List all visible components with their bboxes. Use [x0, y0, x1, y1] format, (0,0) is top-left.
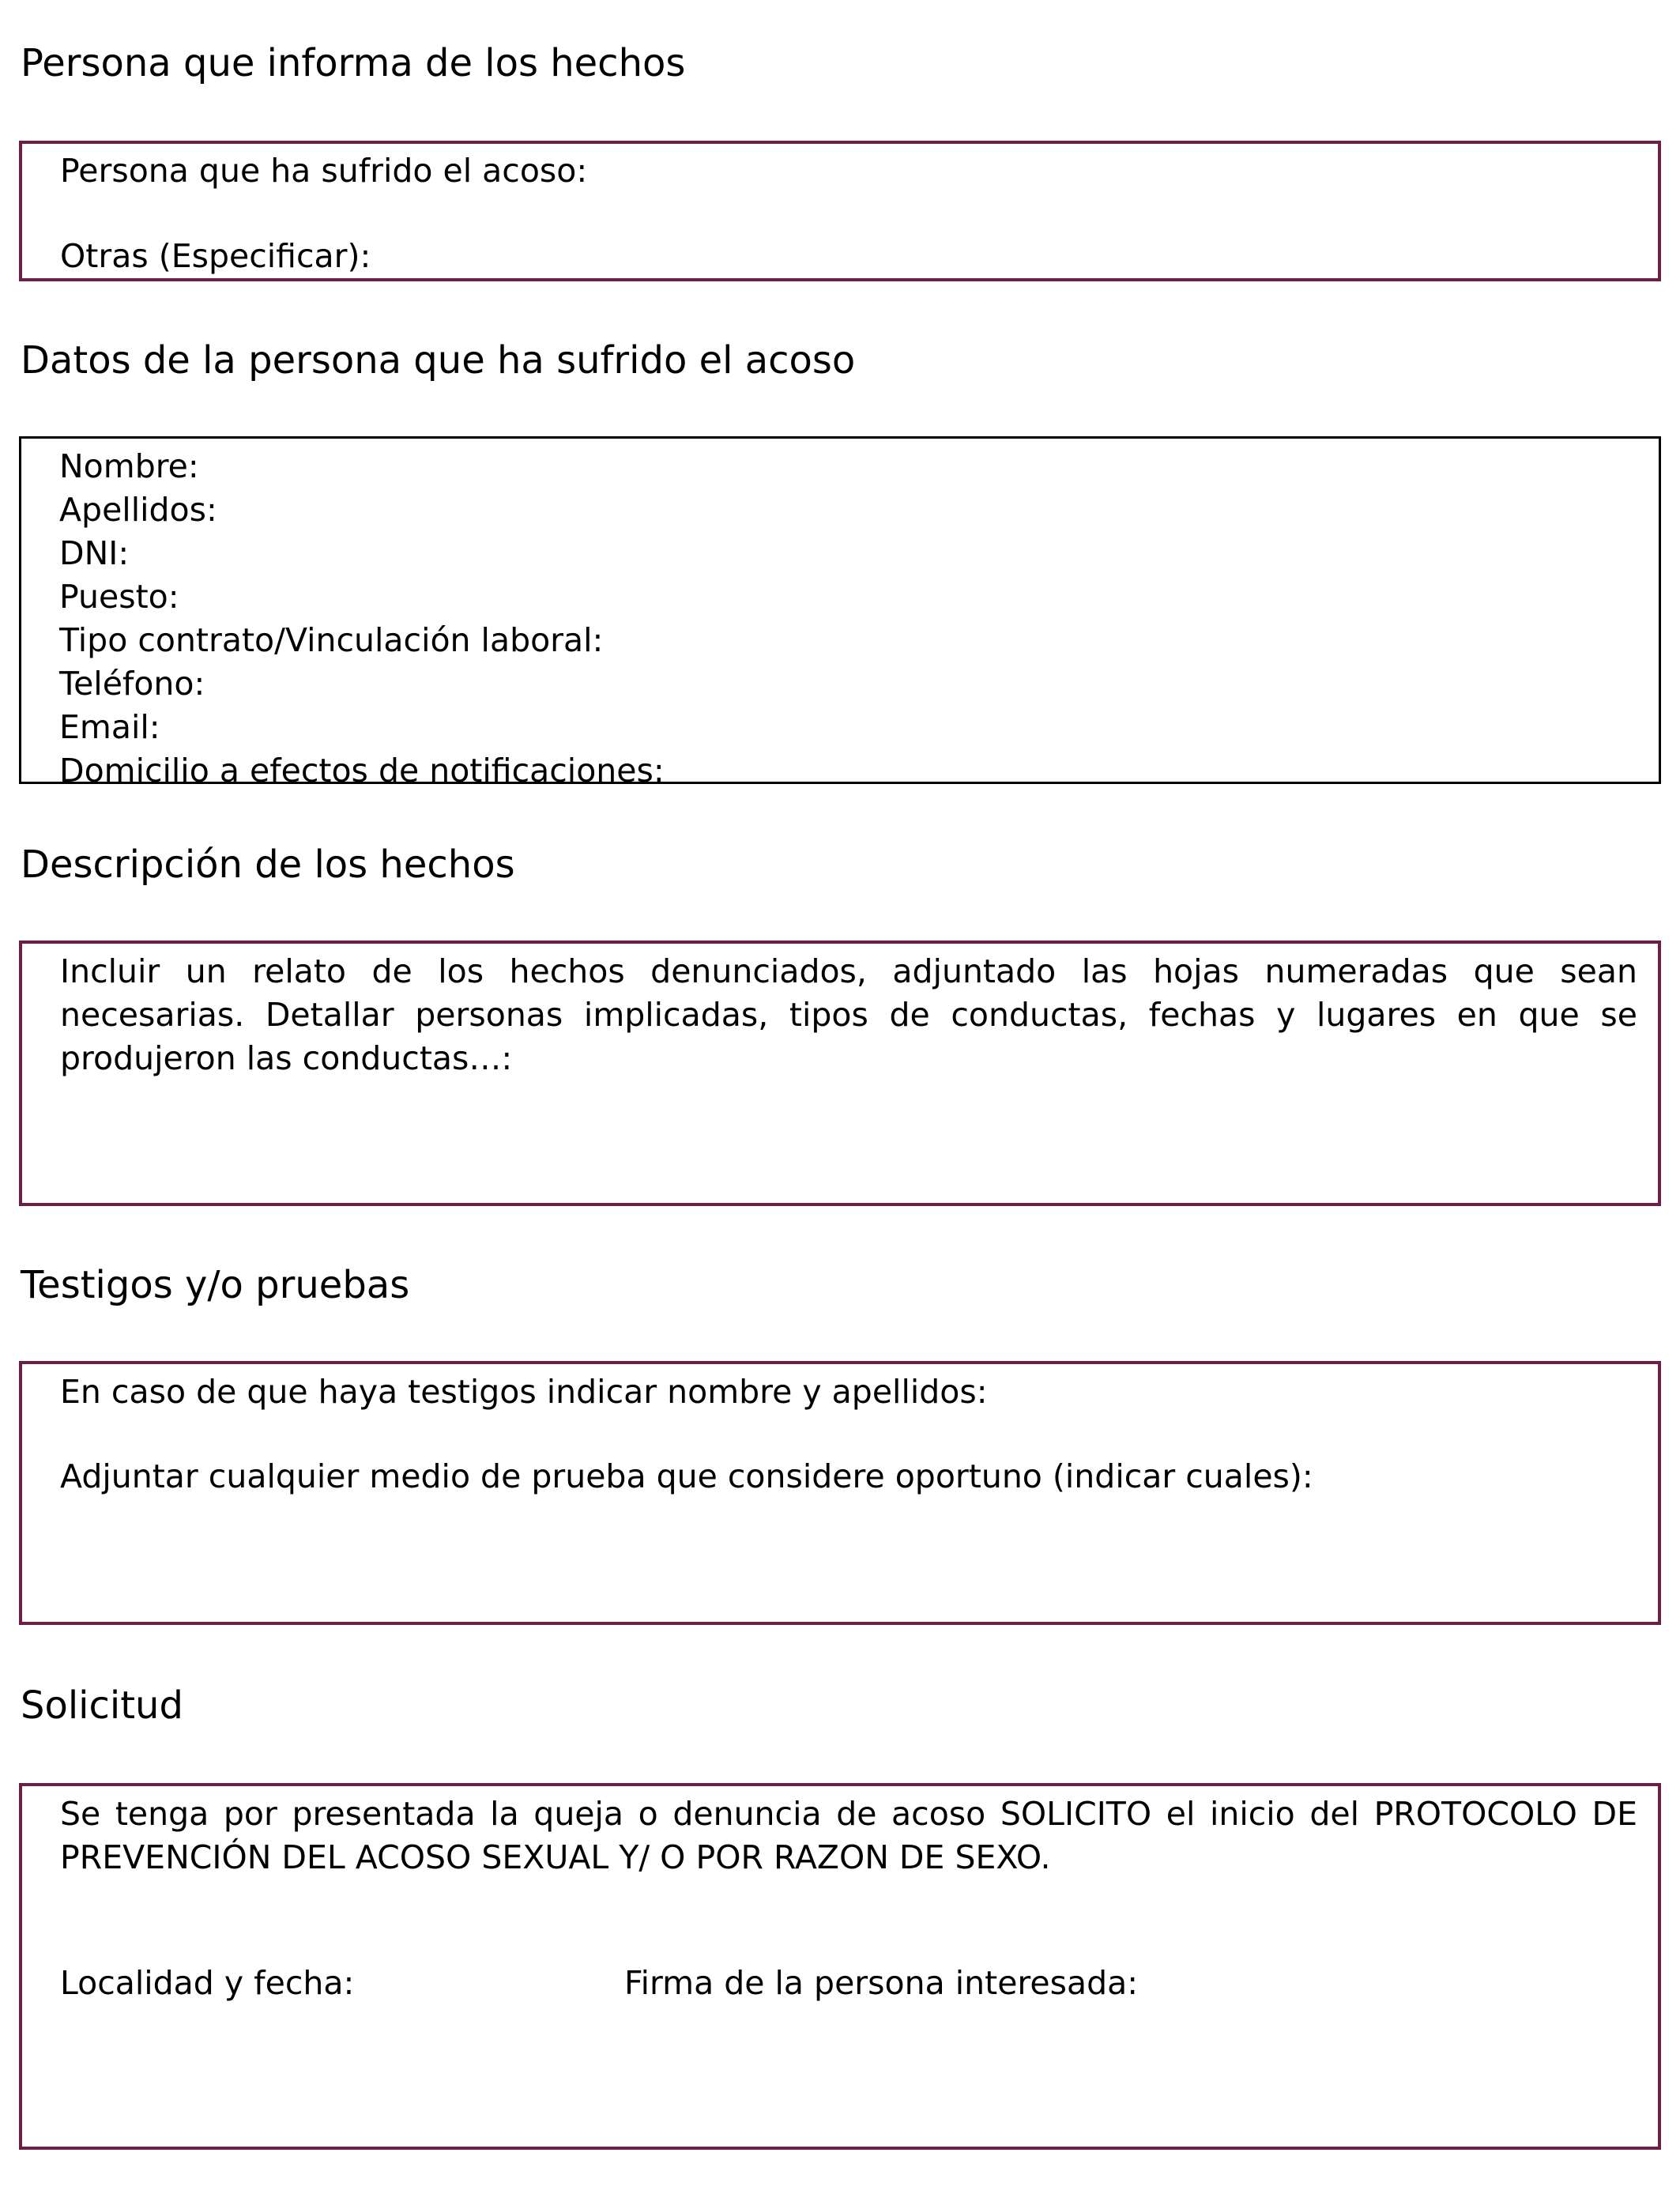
field-place-date[interactable]: Localidad y fecha: — [60, 1964, 355, 2002]
field-nombre[interactable]: Nombre: — [59, 447, 199, 485]
section-title-description: Descripción de los hechos — [21, 843, 515, 887]
field-domicilio[interactable]: Domicilio a efectos de notificaciones: — [59, 752, 665, 790]
section-title-request: Solicitud — [21, 1683, 183, 1728]
field-evidence[interactable]: Adjuntar cualquier medio de prueba que considere oportuno (indicar cuales): — [60, 1457, 1313, 1495]
field-tipo-contrato[interactable]: Tipo contrato/Vinculación laboral: — [59, 621, 604, 659]
field-email[interactable]: Email: — [59, 708, 160, 746]
field-victim-informant[interactable]: Persona que ha sufrido el acoso: — [60, 152, 588, 190]
field-apellidos[interactable]: Apellidos: — [59, 491, 217, 529]
witnesses-box — [19, 1361, 1661, 1625]
field-puesto[interactable]: Puesto: — [59, 578, 179, 616]
description-instructions: Incluir un relato de los hechos denunciados, adjuntado las hojas numeradas que sean necesarias. Detallar personas implicadas, tipos de conductas, fechas y lugares en que se produjeron las conductas…: — [60, 952, 1637, 1077]
section-title-witnesses: Testigos y/o pruebas — [21, 1263, 410, 1307]
description-box[interactable] — [19, 941, 1661, 1206]
request-box — [19, 1783, 1661, 2150]
field-witnesses[interactable]: En caso de que haya testigos indicar nombre y apellidos: — [60, 1373, 988, 1411]
field-other-informant[interactable]: Otras (Especificar): — [60, 237, 371, 275]
victim-data-box — [19, 436, 1661, 790]
informant-box — [19, 141, 1661, 281]
section-title-victim-data: Datos de la persona que ha sufrido el acoso — [21, 338, 856, 383]
field-dni[interactable]: DNI: — [59, 534, 130, 572]
field-signature[interactable]: Firma de la persona interesada: — [624, 1964, 1139, 2002]
section-title-informant: Persona que informa de los hechos — [21, 41, 686, 85]
field-telefono[interactable]: Teléfono: — [59, 665, 205, 703]
request-text: Se tenga por presentada la queja o denuncia de acoso SOLICITO el inicio del PROTOCOLO DE PREVENCIÓN DEL ACOSO SEXUAL Y/ O POR RAZON DE SEXO. — [60, 1795, 1637, 1876]
